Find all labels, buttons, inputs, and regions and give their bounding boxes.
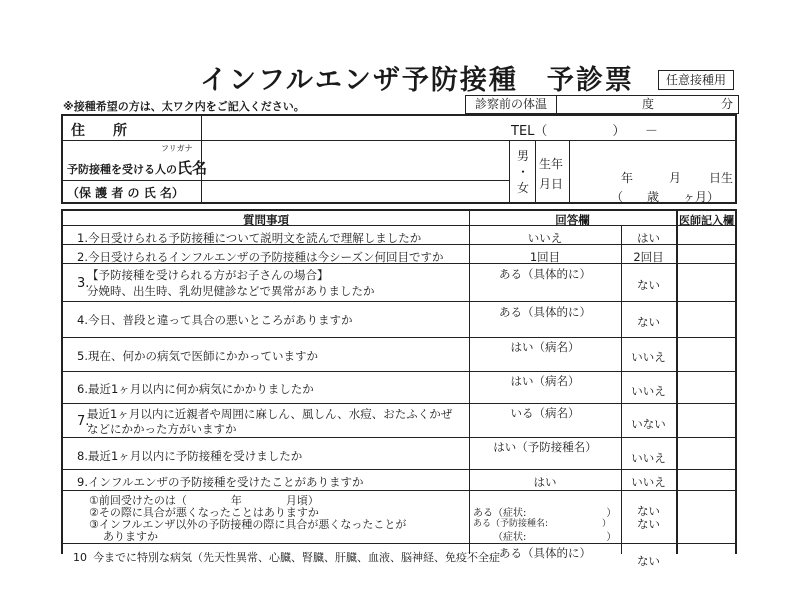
q9-number: 9. (77, 475, 88, 489)
q8-number: 8. (77, 449, 88, 463)
q10-question (73, 549, 500, 565)
q1-number: 1. (77, 231, 88, 245)
q6-text: 最近1ヶ月以内に何か病気にかかりましたか (87, 382, 314, 396)
q9-sub3-line1: ③インフルエンザ以外の予防接種の際に具合が悪くなったことが (89, 518, 407, 531)
q9-answer-yes[interactable]: はい (533, 475, 557, 489)
form-title: インフルエンザ予防接種 予診票 (200, 65, 634, 96)
q5-question (77, 348, 318, 364)
birthdate-label (539, 154, 563, 194)
q1-question (77, 230, 421, 246)
q5-number: 5. (77, 349, 88, 363)
q2-answer-second[interactable]: 2回目 (633, 250, 664, 264)
address-label: 住 所 (71, 123, 127, 139)
birth-month-unit: 月 (669, 171, 682, 185)
furigana-label: フリガナ (161, 144, 193, 153)
q6-question (77, 381, 314, 397)
q9-sub1: ①前回受けたのは（ 年 月頃） (89, 494, 319, 507)
guardian-name-field[interactable] (209, 182, 505, 202)
q7-text-line1: 最近1ヶ月以内に近親者や周囲に麻しん、風しん、水痘、おたふくかぜ (87, 407, 453, 421)
temperature-decimal-unit: 分 (721, 97, 734, 111)
temperature-label: 診察前の体温 (466, 96, 557, 113)
q9-sub-no-1[interactable]: ない (637, 504, 660, 518)
q5-text: 現在、何かの病気で医師にかかっていますか (87, 349, 318, 363)
q4-answer-no[interactable]: ない (637, 315, 660, 329)
q9-sub2: ②その際に具合が悪くなったことはありますか (89, 506, 319, 519)
q3-answer-no[interactable]: ない (637, 278, 660, 292)
q9-answer-no[interactable]: いいえ (631, 475, 666, 489)
header-answer: 回答欄 (555, 213, 590, 227)
q10-number: 10 (73, 551, 87, 564)
q10-answer-yes[interactable]: ある（具体的に） (499, 546, 591, 560)
q7-number: 7. (77, 414, 90, 429)
q5-answer-no[interactable]: いいえ (631, 350, 666, 364)
q3-answer-yes[interactable]: ある（具体的に） (499, 267, 591, 281)
q8-text: 最近1ヶ月以内に予防接種を受けましたか (87, 449, 303, 463)
q10-text: 今までに特別な病気（先天性異常、心臓、腎臓、肝臓、血液、脳神経、免疫不全症 (93, 551, 500, 564)
birth-year-unit: 年 (621, 171, 634, 185)
patient-info-box (61, 114, 737, 204)
q10-answer-no[interactable]: ない (637, 554, 660, 568)
q4-text: 今日、普段と違って具合の悪いところがありますか (87, 313, 353, 327)
header-doctor: 医師記入欄 (679, 214, 734, 227)
q7-answer-yes[interactable]: いる（病名） (510, 406, 580, 420)
q3-number: 3. (77, 276, 90, 291)
q4-number: 4. (77, 313, 88, 327)
q4-answer-yes[interactable]: ある（具体的に） (499, 305, 591, 319)
birthdate-label-line1: 生年 (539, 157, 564, 171)
q9-text: インフルエンザの予防接種を受けたことがありますか (87, 475, 364, 489)
recipient-name-label-small: 予防接種を受ける人の (67, 163, 177, 176)
recipient-name-label-big: 氏名 (177, 159, 208, 177)
address-field[interactable] (209, 118, 509, 138)
q6-answer-no[interactable]: いいえ (631, 384, 666, 398)
birthdate-label-line2: 月日 (539, 177, 564, 191)
questionnaire-table (61, 209, 737, 568)
q8-question (77, 448, 302, 464)
header-question: 質問事項 (243, 213, 289, 227)
recipient-name-label (67, 157, 207, 178)
sex-separator: ・ (516, 165, 529, 179)
q1-answer-no[interactable]: いいえ (527, 231, 563, 245)
sex-male[interactable]: 男 (516, 149, 529, 163)
q5-answer-yes[interactable]: はい（病名） (510, 340, 580, 354)
q3-text-line2: 分娩時、出生時、乳幼児健診などで異常がありましたか (87, 284, 375, 298)
q9-sub-no-2[interactable]: ない (637, 517, 660, 531)
q9-sub3-line2: ありますか (103, 530, 158, 543)
sex-female[interactable]: 女 (516, 181, 529, 195)
q2-text: 今日受けられるインフルエンザの予防接種は今シーズン何回目ですか (87, 250, 444, 264)
recipient-name-field[interactable] (209, 152, 505, 178)
q1-answer-yes[interactable]: はい (637, 231, 660, 245)
q9-question (77, 474, 364, 490)
temperature-degree-unit: 度 (642, 97, 655, 111)
q6-number: 6. (77, 382, 88, 396)
q8-answer-yes[interactable]: はい（予防接種名） (493, 440, 597, 454)
guardian-name-label: （保 護 者 の 氏 名） (67, 186, 184, 200)
q9-sub-answer-symptom2[interactable]: （症状: ） (493, 532, 617, 543)
q1-text: 今日受けられる予防接種について説明文を読んで理解しましたか (87, 231, 422, 245)
q9-sub-answer-symptom[interactable]: ある（症状: ） (473, 508, 617, 519)
voluntary-vaccination-badge: 任意接種用 (658, 70, 734, 90)
q6-answer-yes[interactable]: はい（病名） (510, 374, 580, 388)
q7-text-line2: などにかかった方がいますか (87, 422, 237, 436)
age-field[interactable]: （ 歳 ヶ月） (611, 190, 720, 204)
sex-selector[interactable] (516, 148, 530, 196)
q2-question (77, 249, 443, 265)
q2-number: 2. (77, 250, 88, 264)
birth-day-unit: 日生 (709, 171, 734, 185)
instruction-note: ※接種希望の方は、太ワク内をご記入ください。 (63, 100, 305, 113)
temperature-box[interactable] (465, 95, 739, 114)
q9-sub-answer-vaccine[interactable]: ある（予防接種名: ） (473, 519, 612, 529)
q8-answer-no[interactable]: いいえ (631, 451, 666, 465)
q7-answer-no[interactable]: いない (631, 417, 666, 431)
q2-answer-first[interactable]: 1回目 (529, 250, 561, 264)
q4-question (77, 312, 352, 328)
q3-text-line1: 【予防接種を受けられる方がお子さんの場合】 (87, 268, 329, 282)
tel-label: TEL（ ） － (511, 124, 658, 139)
